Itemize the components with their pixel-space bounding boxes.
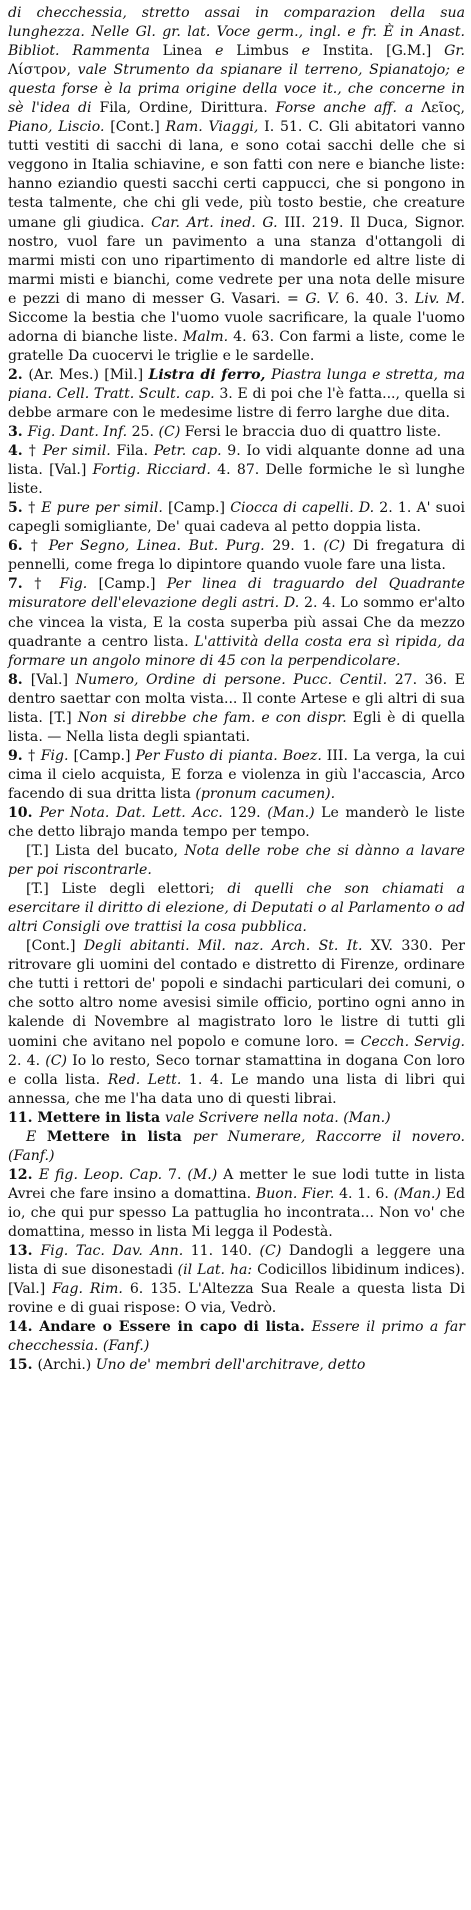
entry-cont: [8, 4, 465, 366]
entry-text: †: [34, 576, 60, 593]
entry-text: 3. E di poi che l'è fatta..., quella si debbe armare con le medesime listre di ferro larghe due dita.: [8, 385, 465, 421]
entry-text: 8.: [8, 671, 31, 688]
entry-e7: [8, 575, 465, 670]
entry-e15: [8, 1356, 465, 1375]
entry-text: (il Lat. ha:: [177, 1262, 258, 1279]
entry-text: (C): [45, 1052, 73, 1069]
entry-text: 1. 4. Le mando una lista di libri qui annessa, che me l'ha data uno di questi librai.: [8, 1071, 465, 1107]
entry-text: 9. Io vidi alquante donne ad una lista. [Val.]: [8, 443, 465, 479]
entry-text: 9.: [8, 747, 29, 764]
entry-e4: [8, 442, 465, 499]
entry-text: Per Fusto di pianta. Boez.: [135, 747, 327, 764]
entry-text: di quelli che son chiamati a esercitare il diritto di elezione, di Deputati o al Parlamento o ad altri Consigli ove trattisi la cosa pubblica.: [8, 881, 465, 936]
entry-text: Dandogli a leggere una lista di sue disonestadi: [8, 1243, 466, 1279]
entry-text: vale Strumento da spianare il terreno, Spianatojo; e questa forse è la prima origine della voce it., che concerne in sè l'idea di: [8, 62, 465, 117]
entry-text: Ciocca di capelli. D.: [230, 500, 380, 517]
entry-text: Malm.: [182, 328, 234, 345]
entry-text: (C): [323, 538, 353, 555]
entry-text: A metter le sue lodi tutte in lista Avrei che fare insino a domattina.: [8, 1166, 465, 1202]
entry-text: III. 219. Il Duca, Signor. nostro, vuol fare un pavimento a una stanza d'ottangoli di marmi misti con uno ripartimento di mandorle ed altre liste di marmi misti e bianchi, come vedrete per una nota delle misure e pezzi di mano di messer G. Vasari. =: [8, 214, 465, 307]
entry-text: Fig. Tac. Dav. Ann.: [40, 1243, 191, 1260]
entry-text: 4. 63. Con farmi a liste, come le gratelle Da cuocervi le triglie e le sardelle.: [8, 328, 465, 364]
entry-e11: [8, 1109, 465, 1128]
entry-text: Fortig. Ricciard.: [92, 462, 218, 479]
entry-e10b: [8, 842, 465, 880]
entry-text: 13.: [8, 1243, 41, 1260]
entry-text: 2. 4. Lo sommo er'alto che vincea la vista, E la costa superba più assai Che da mezzo quadrante a centro lista.: [8, 595, 465, 650]
entry-text: [T.] Liste degli elettori;: [26, 881, 228, 898]
entry-text: Per Segno, Linea. But. Purg.: [48, 538, 273, 555]
entry-text: Λεῖος,: [421, 100, 465, 117]
entry-text: L'attività della costa era sì ripida, da formare un angolo minore di 45 con la perpendicolare.: [8, 633, 466, 669]
entry-text: (C): [259, 1243, 289, 1260]
entry-text: Piano, Liscio.: [8, 119, 111, 136]
entry-text: [Cont.]: [26, 938, 84, 955]
entry-text: (Man.): [393, 1185, 446, 1202]
entry-text: vale Scrivere nella nota. (Man.): [164, 1109, 391, 1126]
entry-e10: [8, 804, 465, 842]
entry-text: 7.: [167, 1166, 188, 1183]
entry-text: di checchessia, stretto assai in comparazion della sua lunghezza. Nelle Gl. gr. lat. Voce germ., ingl. e fr. È in Anast. Bibliot. Rammenta: [8, 5, 465, 60]
entry-text: 6. 40. 3.: [345, 290, 415, 307]
entry-text: E: [26, 1128, 47, 1145]
entry-text: †: [28, 500, 42, 517]
entry-text: [Camp.]: [167, 500, 231, 517]
entry-text: Nota delle robe che si dànno a lavare per poi riscontrarle.: [8, 843, 465, 879]
entry-e11b: [8, 1128, 465, 1166]
entry-e13: [8, 1242, 465, 1318]
entry-text: Uno de' membri dell'architrave, detto: [95, 1357, 366, 1374]
entry-e2: [8, 366, 465, 423]
entry-text: Petr. cap.: [153, 443, 228, 460]
entry-text: Fila.: [116, 443, 154, 460]
entry-text: †: [28, 747, 41, 764]
entry-text: (pronum cacumen).: [195, 785, 336, 802]
entry-text: G. V.: [305, 290, 346, 307]
entry-text: Car. Art. ined. G.: [151, 214, 285, 231]
entry-text: †: [30, 538, 49, 555]
entry-text: Gr.: [444, 43, 466, 60]
entry-text: Non si direbbe che fam. e con dispr.: [77, 709, 353, 726]
entry-text: 2. 4.: [8, 1052, 46, 1069]
entry-text: [Cont.]: [110, 119, 166, 136]
entry-text: e: [215, 43, 237, 60]
entry-text: Per simil.: [42, 443, 117, 460]
entry-text: (C): [158, 424, 185, 441]
entry-text: Ed io, che qui pur spesso La pattuglia ho incontrata... Non vo' che domattina, messo in lista Mi legga il Podestà.: [8, 1185, 466, 1240]
entry-text: Red. Lett.: [107, 1071, 189, 1088]
entry-text: [Val.]: [30, 671, 76, 688]
entry-text: 3.: [8, 424, 28, 441]
entry-text: Le manderò le liste che detto librajo manda tempo per tempo.: [8, 804, 465, 841]
entry-text: Ram. Viaggi,: [165, 119, 265, 136]
entry-text: III. La verga, la cui cima il cielo acquista, E forza e violenza in giù l'accascia, Arco facendo di sua dritta lista: [8, 747, 465, 802]
entry-text: (Man.): [267, 804, 322, 821]
entry-text: 6.: [8, 538, 31, 555]
entry-text: Fersi le braccia duo di quattro liste.: [184, 424, 442, 441]
entry-text: 7.: [8, 576, 35, 593]
entry-text: Forse anche aff. a: [275, 100, 422, 117]
entry-text: Codicillos libidinum indices). [Val.]: [8, 1262, 465, 1298]
entry-e6: [8, 537, 465, 575]
entry-text: Per Nota. Dat. Lett. Acc.: [39, 804, 230, 821]
entry-text: 2. 1. A' suoi capegli somigliante, De' quai cadeva al petto doppia lista.: [8, 500, 465, 536]
entry-text: Per linea di traguardo del Quadrante misuratore dell'elevazione degli astri. D.: [8, 576, 466, 612]
entry-text: 11. 140.: [190, 1243, 260, 1260]
entry-text: (M.): [187, 1166, 224, 1183]
entry-text: Limbus: [236, 43, 302, 60]
entry-text: 27. 36. E dentro saettar con molta vista... Il conte Artese e gli altri di sua lista. [T.]: [8, 671, 465, 726]
entry-text: Degli abitanti. Mil. naz. Arch. St. It.: [83, 938, 371, 955]
entry-e10c: [8, 880, 465, 937]
entry-e9: [8, 747, 465, 804]
entry-text: [Camp.]: [98, 576, 167, 593]
entry-text: Buon. Fier.: [255, 1185, 340, 1202]
entry-text: 6. 135. L'Altezza Sua Reale a questa lista Di rovine e di guai rispose: O via, Vedrò.: [8, 1281, 465, 1317]
entry-text: Numero, Ordine di persone. Pucc. Centil.: [75, 671, 395, 688]
entry-e5: [8, 499, 465, 537]
entry-text: †: [28, 443, 43, 460]
entry-text: Di fregatura di pennelli, come frega lo dipintore quando vuole fare una lista.: [8, 538, 466, 574]
entry-text: E pure per simil.: [41, 500, 168, 517]
entry-text: Linea: [162, 43, 216, 60]
entry-text: 29. 1.: [272, 538, 324, 555]
entry-text: e: [301, 43, 323, 60]
entry-text: 2.: [8, 366, 29, 383]
entry-text: Fig.: [40, 747, 74, 764]
entry-text: [T.] Lista del bucato,: [26, 843, 185, 860]
entry-text: 4. 1. 6.: [339, 1185, 394, 1202]
entry-text: I. 51. C. Gli abitatori vanno tutti vestiti di sacchi di lana, e sono cotai sacchi delle che si veggono in Italia schiavine, e son fatti con nere e bianche liste: hanno eziandio questi sacchi certi cappucci, che si pongono in testa talmente, che chi gli vede, più tosto bestie, che creature umane gli giudica.: [8, 119, 465, 231]
entry-e12: [8, 1166, 465, 1242]
entry-text: [Camp.]: [73, 747, 136, 764]
entry-e10d: [8, 937, 465, 1108]
entry-e3: [8, 423, 465, 442]
entry-text: 4. 87. Delle formiche le sì lunghe liste.: [8, 462, 465, 498]
entry-text: (Ar. Mes.) [Mil.]: [28, 366, 149, 383]
entry-text: Io lo resto, Seco tornar stamattina in dogana Con loro e colla lista.: [8, 1052, 466, 1088]
entry-text: Fila, Ordine, Dirittura.: [99, 100, 276, 117]
entry-text: 129.: [229, 804, 268, 821]
entry-text: Egli è di quella lista. — Nella lista degli spiantati.: [8, 709, 466, 745]
entry-e14: [8, 1318, 465, 1356]
entry-text: 4.: [8, 443, 29, 460]
entry-text: 12.: [8, 1166, 39, 1183]
entry-text: Mettere in lista: [46, 1128, 193, 1145]
entry-text: 15.: [8, 1357, 38, 1374]
entry-text: 14. Andare o Essere in capo di lista.: [8, 1319, 312, 1336]
entry-text: Instita. [G.M.]: [322, 43, 445, 60]
entry-text: Cecch. Servig.: [360, 1033, 466, 1050]
entry-text: 10.: [8, 804, 40, 821]
entry-text: E fig. Leop. Cap.: [38, 1166, 168, 1183]
entry-text: Fig. Dant. Inf.: [27, 424, 132, 441]
entry-text: Listra di ferro,: [148, 366, 272, 383]
entry-text: XV. 330. Per ritrovare gli uomini del contado e distretto di Firenze, ordinare che tutti i rettori de' popoli e sindachi particulari dei comuni, o che sotto altro nome avesisi simile officio, portino ogni anno in kalende di Novembre al magistrato loro le listre di tutti gli uomini che avitano nel popolo e comune loro. =: [8, 938, 466, 1050]
entry-text: (Archi.): [37, 1357, 96, 1374]
entry-text: 5.: [8, 500, 29, 517]
entry-text: Piastra lunga e stretta, ma piana. Cell. Tratt. Scult. cap.: [8, 366, 465, 402]
entry-text: 11. Mettere in lista: [8, 1109, 165, 1126]
entry-text: Siccome la bestia che l'uomo vuole sacrificare, la quale l'uomo adorna di bianche liste.: [8, 309, 465, 345]
entry-text: per Numerare, Raccorre il novero. (Fanf.): [8, 1128, 465, 1164]
entry-text: Λίστρον,: [8, 62, 78, 79]
entry-text: Fag. Rim.: [52, 1281, 130, 1298]
entry-e8: [8, 671, 465, 747]
entry-text: Essere il primo a far checchessia. (Fanf.): [8, 1319, 465, 1355]
entry-text: 25.: [131, 424, 159, 441]
entry-text: Liv. M.: [414, 290, 466, 307]
entry-text: Fig.: [59, 576, 99, 593]
